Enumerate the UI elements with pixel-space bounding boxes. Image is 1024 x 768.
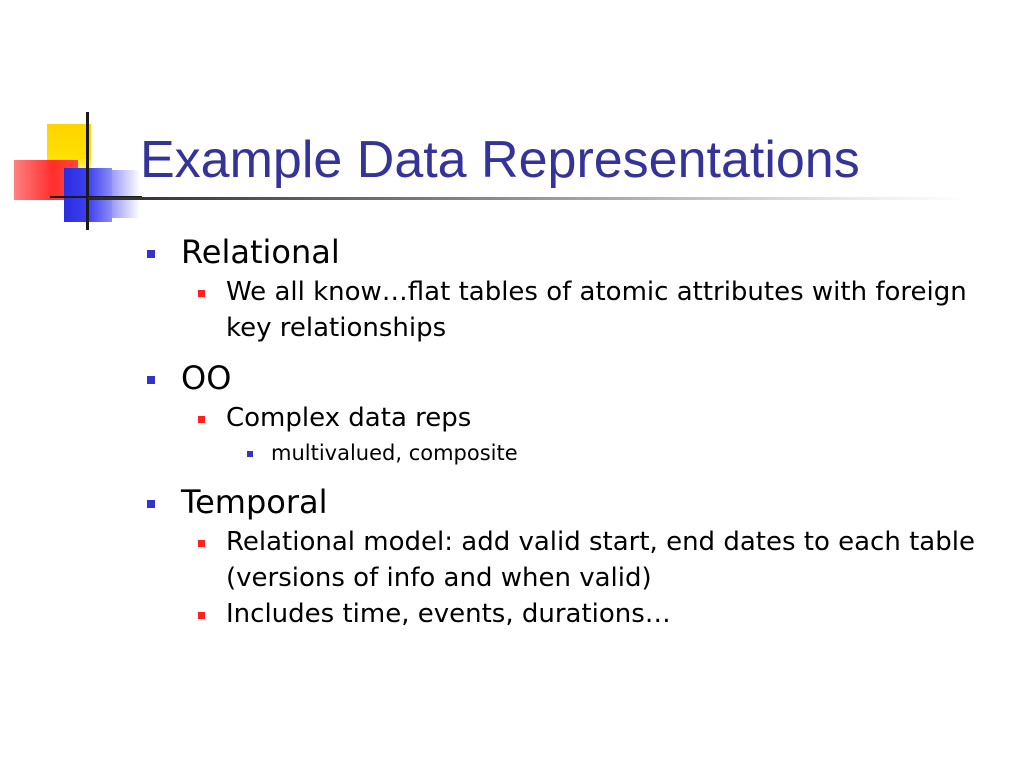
sub-bullet-includes-time xyxy=(140,596,1000,632)
sub-bullet-text: Includes time, events, durations… xyxy=(226,599,671,629)
sub-bullet-text: We all know…flat tables of atomic attributes with foreign key relationships xyxy=(226,277,967,343)
square-bullet-icon xyxy=(147,376,155,384)
bullet-oo xyxy=(140,356,1000,400)
bullet-temporal xyxy=(140,480,1000,524)
sub-bullet-text: Complex data reps xyxy=(226,403,472,433)
sub-sub-bullet-text: multivalued, composite xyxy=(271,441,518,465)
sub-sub-bullet-multivalued xyxy=(140,436,1000,470)
square-bullet-icon xyxy=(147,250,155,258)
slide-logo-icon xyxy=(0,0,150,240)
bullet-relational xyxy=(140,230,1000,274)
logo-vertical-line xyxy=(86,112,89,230)
bullet-text: Relational xyxy=(181,233,340,271)
bullet-text: Temporal xyxy=(181,483,328,521)
sub-bullet-flat-tables xyxy=(140,274,1000,346)
sub-bullet-relational-model xyxy=(140,524,1000,596)
bullet-list xyxy=(140,230,1000,632)
logo-blue-fade xyxy=(112,170,140,218)
square-bullet-icon xyxy=(198,612,205,619)
title-underline xyxy=(88,197,968,200)
bullet-text: OO xyxy=(181,359,232,397)
sub-bullet-complex-data xyxy=(140,400,1000,436)
sub-bullet-text: Relational model: add valid start, end dates to each table (versions of info and when valid) xyxy=(226,527,975,593)
square-bullet-icon xyxy=(198,416,205,423)
slide-title: Example Data Representations xyxy=(140,131,860,189)
square-bullet-icon xyxy=(147,500,155,508)
square-bullet-icon xyxy=(247,451,253,457)
square-bullet-icon xyxy=(198,540,205,547)
square-bullet-icon xyxy=(198,290,205,297)
